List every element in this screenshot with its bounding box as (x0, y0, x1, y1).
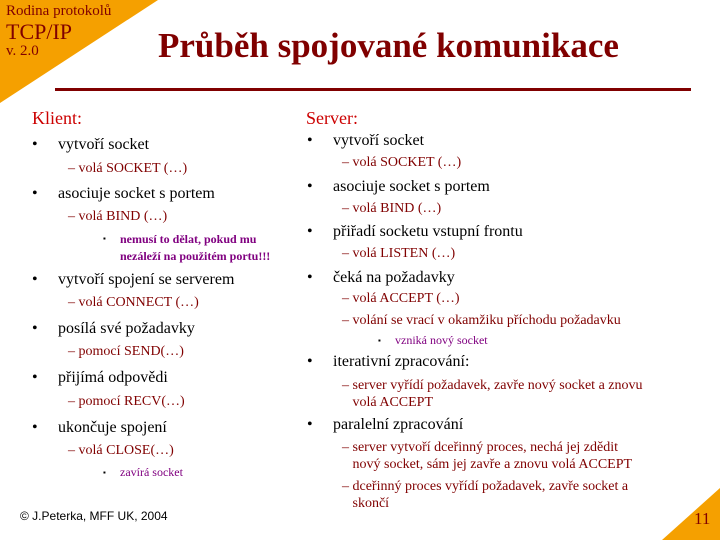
server-item-accept: čeká na požadavky (333, 269, 455, 286)
bullet-icon: • (307, 223, 313, 240)
page-number: 11 (694, 509, 711, 528)
client-heading: Klient: (32, 108, 82, 128)
square-bullet-icon: ▪ (103, 234, 106, 243)
client-item-connect: vytvoří spojení se serverem (58, 271, 235, 288)
series-label: Rodina protokolů (6, 3, 112, 19)
bullet-icon: • (32, 419, 38, 436)
server-subitem: – volá ACCEPT (…) (342, 291, 460, 306)
bullet-icon: • (32, 136, 38, 153)
client-subitem: – volá SOCKET (…) (68, 161, 188, 176)
square-bullet-icon: ▪ (103, 468, 106, 477)
bullet-icon: • (307, 269, 313, 286)
bullet-icon: • (307, 416, 313, 433)
bullet-icon: • (307, 353, 313, 370)
server-note: vzniká nový socket (395, 333, 488, 347)
client-subitem: – volá CLOSE(…) (68, 443, 174, 458)
server-item-parallel: paralelní zpracování (333, 416, 464, 433)
server-heading: Server: (306, 108, 358, 128)
title-divider (55, 88, 691, 91)
client-item-receive: přijímá odpovědi (58, 369, 168, 386)
client-item-bind: asociuje socket s portem (58, 185, 215, 202)
bullet-icon: • (307, 132, 313, 149)
page-title: Průběh spojované komunikace (158, 26, 619, 65)
client-subitem: – volá CONNECT (…) (68, 295, 199, 310)
client-note: zavírá socket (120, 465, 183, 479)
server-subitem: – volání se vrací v okamžiku příchodu požadavku (342, 313, 621, 328)
client-subitem: – volá BIND (…) (68, 209, 168, 224)
server-item-create-socket: vytvoří socket (333, 132, 425, 149)
server-item-listen: přiřadí socketu vstupní frontu (333, 223, 523, 240)
server-subitem: – volá BIND (…) (342, 201, 442, 216)
bullet-icon: • (32, 271, 38, 288)
bullet-icon: • (32, 369, 38, 386)
server-subitem: – volá SOCKET (…) (342, 155, 462, 170)
bullet-icon: • (32, 320, 38, 337)
bullet-icon: • (32, 185, 38, 202)
client-item-close: ukončuje spojení (58, 419, 167, 436)
copyright-footer: © J.Peterka, MFF UK, 2004 (20, 509, 168, 523)
bullet-icon: • (307, 178, 313, 195)
protocol-label: TCP/IP (6, 19, 73, 44)
server-subitem: – dceřinný proces vyřídí požadavek, zavře socket a skončí (342, 479, 629, 511)
client-subitem: – pomocí SEND(…) (68, 344, 184, 359)
server-subitem: – volá LISTEN (…) (342, 246, 456, 261)
client-subitem: – pomocí RECV(…) (68, 394, 185, 409)
server-item-iterative: iterativní zpracování: (333, 353, 470, 370)
client-note: nemusí to dělat, pokud mu nezáleží na použitém portu!!! (120, 232, 271, 263)
server-subitem: – server vyřídí požadavek, zavře nový socket a znovu volá ACCEPT (342, 378, 643, 410)
corner-decoration-bottom-right (662, 488, 720, 540)
client-item-send: posílá své požadavky (58, 320, 195, 337)
server-subitem: – server vytvoří dceřinný proces, nechá jej zdědit nový socket, sám jej zavře a znovu volá ACCEPT (342, 440, 633, 472)
version-label: v. 2.0 (6, 43, 39, 59)
square-bullet-icon: ▪ (378, 336, 381, 345)
client-item-create-socket: vytvoří socket (58, 136, 150, 153)
server-item-bind: asociuje socket s portem (333, 178, 490, 195)
